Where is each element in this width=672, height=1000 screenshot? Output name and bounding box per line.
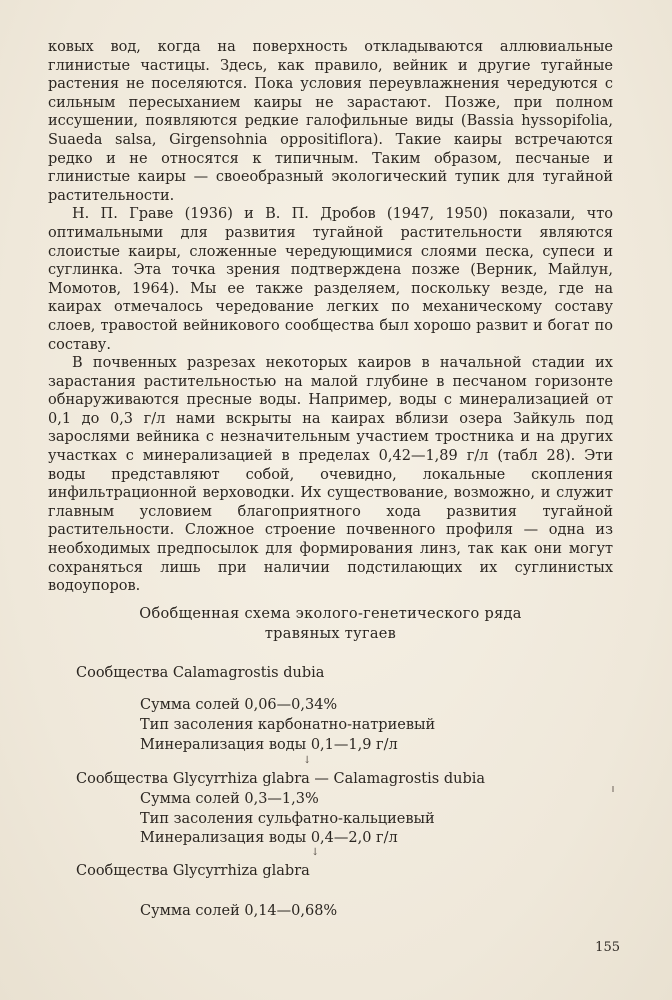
paragraph-1: ковых вод, когда на поверхность откладываются аллювиальные глинистые частицы. Здесь, как правило, вейник и другие тугайные растения не поселяются. Пока условия переувлажнения чередуются с сильным пересыханием каиры не зарастают. Позже, при полном иссушении, появляются редкие галофильные виды (Bassia hyssopifolia, Suaeda salsa, Girgensohnia oppositiflora). Такие каиры встречаются редко и не относятся к типичным. Таким образом, песчаные и глинистые каиры — своеобразный экологический тупик для тугайной растительности. (48, 39, 613, 204)
community-3-name: Сообщества Glycyrrhiza glabra (76, 863, 310, 879)
scheme-title-line-1: Обобщенная схема эколого-генетического ряда (139, 606, 522, 622)
community-1-salinity-type: Тип засоления карбонатно-натриевый (140, 717, 436, 733)
arrow-down-icon: ↓ (303, 755, 312, 766)
community-1-salts: Сумма солей 0,06—0,34% (140, 697, 338, 713)
community-2-mineralization: Минерализация воды 0,4—2,0 г/л (140, 830, 398, 846)
community-2-salinity-type: Тип засоления сульфатно-кальциевый (140, 811, 435, 827)
arrow-down-icon: ↓ (311, 847, 320, 858)
community-3-salts: Сумма солей 0,14—0,68% (140, 903, 338, 919)
community-1-mineralization: Минерализация воды 0,1—1,9 г/л (140, 737, 398, 753)
paragraph-3: В почвенных разрезах некоторых каиров в начальной стадии их зарастания растительностью на малой глубине в песчаном горизонте обнаруживаются пресные воды. Например, воды с минерализацией от 0,1 до 0,3 г/л нами вскрыты на каирах вблизи озера Зайкуль под зарослями вейника с незначительным участием тростника и на других участках с минерализацией в пределах 0,42—1,89 г/л (табл 28). Эти воды представляют собой, очевидно, локальные скопления инфильтрационной верховодки. Их существование, возможно, и служит главным условием благоприятного хода развития тугайной растительности. Сложное строение почвенного профиля — одна из необходимых предпосылок для формирования линз, так как они могут сохраняться лишь при наличии подстилающих их суглинистых водоупоров. (48, 355, 613, 595)
body-text (48, 38, 613, 596)
community-2-salts: Сумма солей 0,3—1,3% (140, 791, 319, 807)
paper-speck (612, 786, 614, 792)
community-1-name: Сообщества Calamagrostis dubia (76, 665, 325, 681)
community-2-name: Сообщества Glycyrrhiza glabra — Calamagrostis dubia (76, 771, 486, 787)
paragraph-2: Н. П. Граве (1936) и В. П. Дробов (1947, 1950) показали, что оптимальными для развития тугайной растительности являются слоистые каиры, сложенные чередующимися слоями песка, супеси и суглинка. Эта точка зрения подтверждена позже (Верник, Майлун, Момотов, 1964). Мы ее также разделяем, поскольку везде, где на каирах отмечалось чередование легких по механическому составу слоев, травостой вейникового сообщества был хорошо развит и богат по составу. (48, 206, 613, 353)
scheme-title-line-2: травяных тугаев (264, 626, 397, 642)
page-number: 155 (595, 940, 620, 955)
scheme-title (48, 604, 613, 644)
